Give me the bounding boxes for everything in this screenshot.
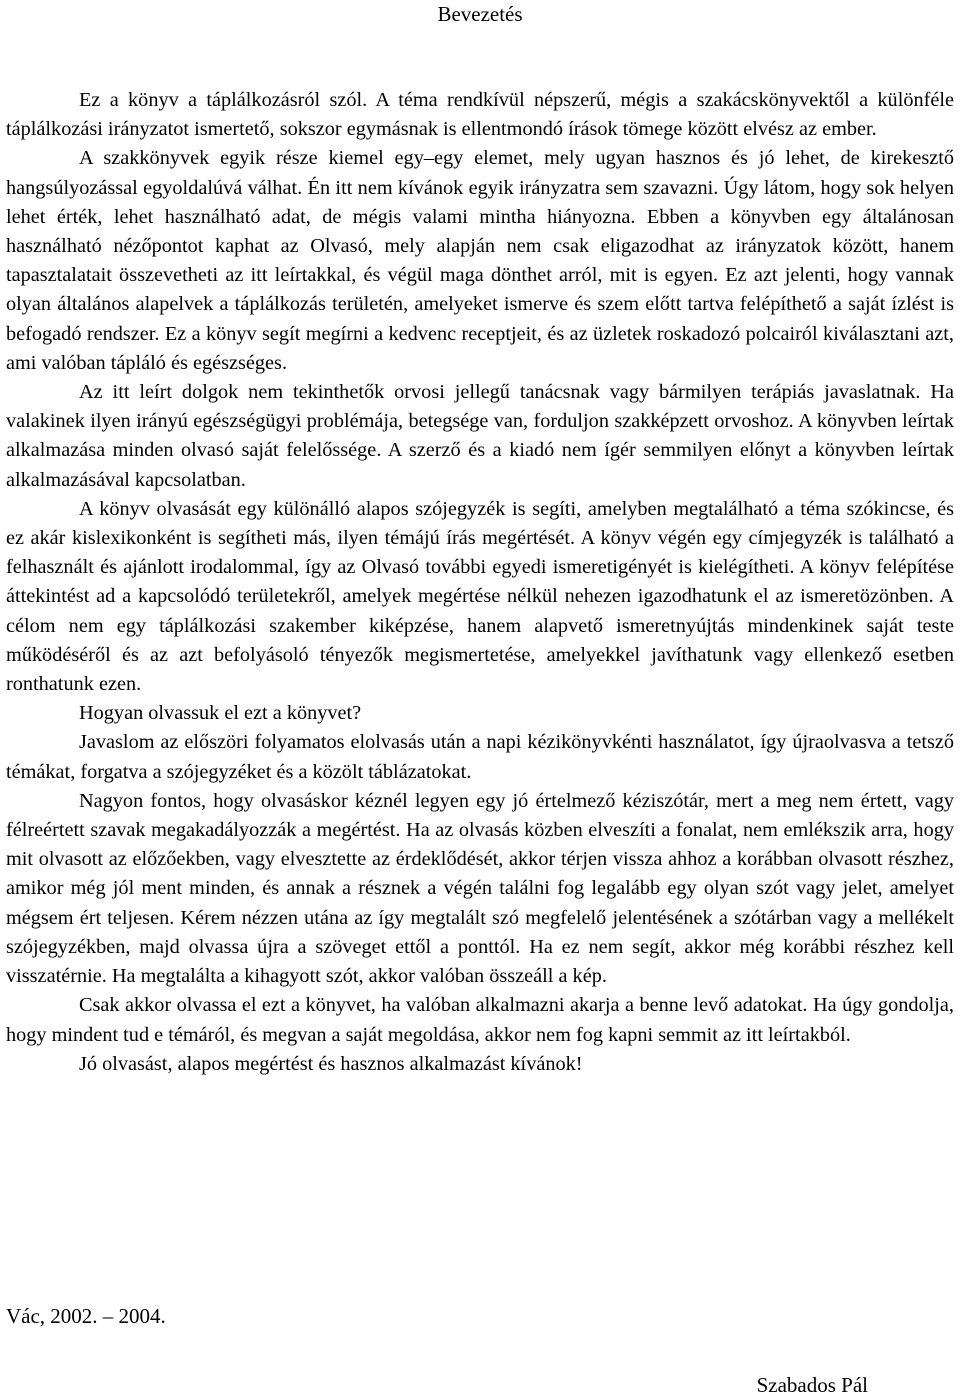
document-body xyxy=(6,86,954,1079)
document-page xyxy=(6,0,954,1079)
author-signature: Szabados Pál xyxy=(756,1373,868,1397)
paragraph-apply: Csak akkor olvassa el ezt a könyvet, ha valóban alkalmazni akarja a benne levő adatokat. Ha úgy gondolja, hogy mindent tud e témáról, és megvan a saját megoldása, akkor nem fog kapni semmit az itt leírtakból. xyxy=(6,994,954,1046)
paragraph-intro: Ez a könyv a táplálkozásról szól. A téma rendkívül népszerű, mégis a szakácskönyvektől a különféle táplálkozási irányzatot ismertető, sokszor egymásnak is ellentmondó írások tömege között elvész az ember. xyxy=(6,89,954,141)
paragraph-suggestion: Javaslom az előszöri folyamatos elolvasás után a napi kézikönyvkénti használatot, így újraolvasva a tetsző témákat, forgatva a szójegyzéket és a közölt táblázatokat. xyxy=(6,731,954,783)
paragraph-glossary: A könyv olvasását egy különálló alapos szójegyzék is segíti, amelyben megtalálható a téma szókincse, és ez akár kislexikonként is segítheti más, ilyen témájú írás megértését. A könyv végén egy címjegyzék is található a felhasznált és ajánlott irodalommal, így az Olvasó további egyedi ismeretigényét is kielégítheti. A könyv felépítése áttekintést ad a kapcsolódó területekről, amelyek megértése nélkül nehezen igazodhatunk el az ismeretözönben. A célom nem egy táplálkozási szakember kiképzése, hanem alapvető ismeretnyújtás mindenkinek saját teste működéséről és az azt befolyásoló tényezők megismertetése, amelyekkel javíthatunk vagy ellenkező esetben ronthatunk ezen. xyxy=(6,497,954,696)
paragraph-dictionary: Nagyon fontos, hogy olvasáskor kéznél legyen egy jó értelmező kéziszótár, mert a meg nem értett, vagy félreértett szavak megakadályozzák a megértést. Ha az olvasás közben elveszíti a fonalat, nem emlékszik arra, hogy mit olvasott az előzőekben, vagy elvesztette az érdeklődését, akkor térjen vissza ahhoz a korábban olvasott részhez, amikor még jól ment minden, és annak a résznek a végén találni fog legalább egy olyan szót vagy jelet, amelyet mégsem ért teljesen. Kérem nézzen utána az így megtalált szó megfelelő jelentésének a szótárban vagy a mellékelt szójegyzékben, majd olvassa újra a szöveget ettől a ponttól. Ha ez nem segít, akkor még korábbi részhez kell visszatérnie. Ha megtalálta a kihagyott szót, akkor valóban összeáll a kép. xyxy=(6,789,954,988)
paragraph-closing-wish: Jó olvasást, alapos megértést és hasznos alkalmazást kívánok! xyxy=(79,1052,583,1075)
place-date: Vác, 2002. – 2004. xyxy=(6,1304,166,1328)
page-title: Bevezetés xyxy=(437,2,523,26)
paragraph-how-to-read-heading: Hogyan olvassuk el ezt a könyvet? xyxy=(79,702,362,725)
paragraph-disclaimer: Az itt leírt dolgok nem tekinthetők orvosi jellegű tanácsnak vagy bármilyen terápiás javaslatnak. Ha valakinek ilyen irányú egészségügyi problémája, betegsége van, forduljon szakképzett orvoshoz. A könyvben leírtak alkalmazása minden olvasó saját felelőssége. A szerző és a kiadó nem ígér semmilyen előnyt a könyvben leírtak alkalmazásával kapcsolatban. xyxy=(6,381,954,491)
paragraph-specialist-books: A szakkönyvek egyik része kiemel egy–egy elemet, mely ugyan hasznos és jó lehet, de kirekesztő hangsúlyozással egyoldalúvá válhat. Én itt nem kívánok egyik irányzatra sem szavazni. Úgy látom, hogy sok helyen lehet érték, lehet használható adat, de mégis valami mintha hiányozna. Ebben a könyvben egy általánosan használható nézőpontot kaphat az Olvasó, mely alapján nem csak eligazodhat az irányzatok között, hanem tapasztalatait összevetheti az itt leírtakkal, és végül maga dönthet arról, mit is egyen. Ez azt jelenti, hogy vannak olyan általános alapelvek a táplálkozás területén, amelyeket ismerve és szem előtt tartva felépíthető a saját ízlést is befogadó rendszer. Ez a könyv segít megírni a kedvenc receptjeit, és az üzletek roskadozó polcairól kiválasztani azt, ami valóban tápláló és egészséges. xyxy=(6,147,954,374)
